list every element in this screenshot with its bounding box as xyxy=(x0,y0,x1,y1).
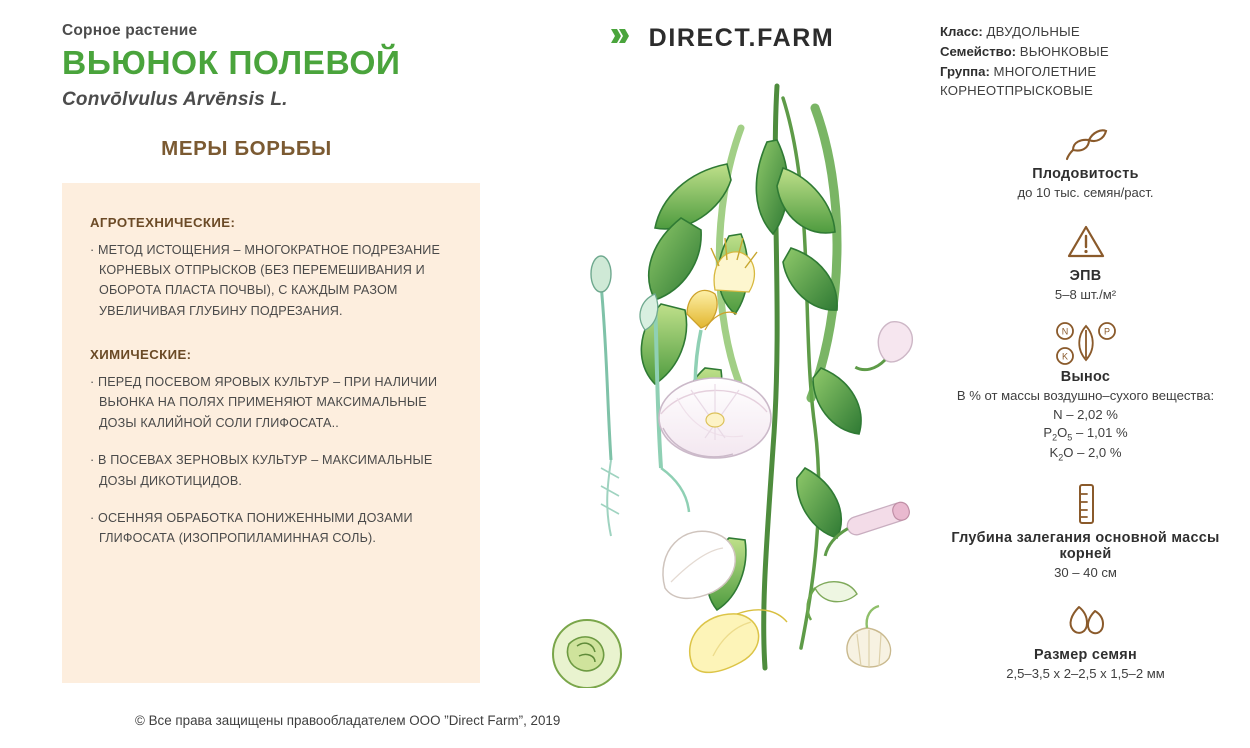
fact-value: до 10 тыс. семян/раст. xyxy=(1017,185,1154,201)
fact-line-p: $P_2O_5 - 1,01$ % xyxy=(1043,425,1128,443)
fact-nutrient-removal xyxy=(935,320,1236,464)
fact-title: Вынос xyxy=(1060,369,1111,386)
warning-triangle-icon xyxy=(935,219,1236,265)
taxonomy-label: Группа: xyxy=(940,63,990,79)
measures-column xyxy=(0,0,505,748)
plant-latin-name: Convōlvulus Arvēnsis L. xyxy=(62,88,288,110)
section-heading-agrotechnical: АГРОТЕХНИЧЕСКИЕ: xyxy=(90,214,236,230)
two-seeds-icon xyxy=(935,598,1236,644)
measures-heading: МЕРЫ БОРЬБЫ xyxy=(161,136,332,160)
fact-title: Глубина залегания основной массы корней xyxy=(951,529,1220,562)
taxonomy-label: Семейство: xyxy=(940,43,1017,59)
list-item: · МЕТОД ИСТОЩЕНИЯ – МНОГОКРАТНОЕ ПОДРЕЗАНИЕ КОРНЕВЫХ ОТПРЫСКОВ (БЕЗ ПЕРЕМЕШИВАНИЯ И ОБОРОТА ПЛАСТА ПОЧВЫ), С КАЖДЫМ РАЗОМ УВЕЛИЧИВАЯ ГЛУБИНУ ПОДРЕЗАНИЯ. xyxy=(90,242,441,318)
fact-value: 2,5–3,5 x 2–2,5 x 1,5–2 мм xyxy=(1006,666,1165,682)
section-heading-chemical: ХИМИЧЕСКИЕ: xyxy=(90,347,192,363)
npk-leaf-icon xyxy=(935,320,1236,366)
svg-text:K: K xyxy=(1061,351,1068,362)
fact-epv xyxy=(935,219,1236,305)
taxonomy-value: ВЬЮНКОВЫЕ xyxy=(1019,43,1109,59)
taxonomy-value: ДВУДОЛЬНЫЕ xyxy=(986,24,1080,39)
taxonomy-row-class xyxy=(940,22,1236,42)
brand-logo xyxy=(505,24,940,53)
measures-panel xyxy=(62,183,480,683)
illustration-column xyxy=(505,0,940,748)
copyright-footer: © Все права защищены правообладателем ООО ”Direct Farm”, 2019 xyxy=(135,713,561,728)
fact-value: В % от массы воздушно–сухого вещества: xyxy=(956,388,1215,404)
facts-column xyxy=(925,0,1250,748)
fact-seed-size xyxy=(935,598,1236,684)
taxonomy-label: Класс: xyxy=(940,24,983,39)
taxonomy-row-group xyxy=(940,62,1236,102)
svg-text:P: P xyxy=(1103,326,1110,337)
fact-title: ЭПВ xyxy=(1069,267,1102,284)
fact-value: 30 – 40 см xyxy=(1054,564,1117,580)
chevrons-right-icon xyxy=(611,26,637,51)
plant-kicker: Сорное растение xyxy=(62,22,198,39)
fact-line-k: $K_2O - 2,0$ % xyxy=(1049,445,1122,464)
fact-fecundity xyxy=(935,117,1236,203)
fact-root-depth xyxy=(935,481,1236,583)
list-item: · ОСЕННЯЯ ОБРАБОТКА ПОНИЖЕННЫМИ ДОЗАМИ ГЛИФОСАТА (ИЗОПРОПИЛАМИННАЯ СОЛЬ). xyxy=(90,511,413,546)
list-item: · В ПОСЕВАХ ЗЕРНОВЫХ КУЛЬТУР – МАКСИМАЛЬНЫЕ ДОЗЫ ДИКОТИЦИДОВ. xyxy=(90,453,433,488)
svg-text:N: N xyxy=(1061,326,1068,337)
fact-title: Плодовитость xyxy=(1032,166,1139,183)
brand-name: DIRECT.FARM xyxy=(648,24,835,52)
seed-sprout-icon xyxy=(935,117,1236,163)
fact-title: Размер семян xyxy=(1034,647,1137,664)
list-item: · ПЕРЕД ПОСЕВОМ ЯРОВЫХ КУЛЬТУР – ПРИ НАЛИЧИИ ВЬЮНКА НА ПОЛЯХ ПРИМЕНЯЮТ МАКСИМАЛЬНЫЕ ДОЗЫ КАЛИЙНОЙ СОЛИ ГЛИФОСАТА.. xyxy=(90,375,438,430)
fact-line-n: N – 2,02 % xyxy=(1053,406,1118,422)
page-title: ВЬЮНОК ПОЛЕВОЙ xyxy=(62,45,401,82)
taxonomy-block xyxy=(935,22,1236,101)
taxonomy-value: МНОГОЛЕТНИЕ КОРНЕОТПРЫСКОВЫЕ xyxy=(940,63,1097,99)
depth-ruler-icon xyxy=(935,481,1236,527)
fact-value: 5–8 шт./м² xyxy=(1054,286,1117,302)
taxonomy-row-family xyxy=(940,42,1236,62)
field-bindweed-botanical-illustration xyxy=(515,68,945,688)
